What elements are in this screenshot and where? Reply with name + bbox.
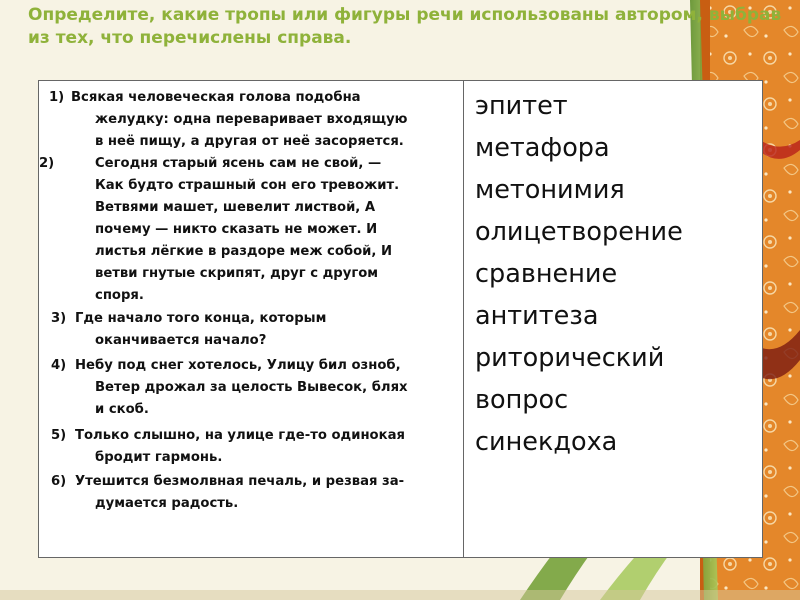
example-number: 3) — [51, 311, 67, 326]
example-number: 2) — [39, 156, 55, 171]
example-line: Где начало того конца, которым — [75, 311, 327, 326]
term-item: сравнение — [475, 259, 618, 289]
example-line: в неё пищу, а другая от неё засоряется. — [95, 134, 404, 149]
exercise-table — [38, 80, 763, 558]
example-line: Ветвями машет, шевелит листвой, А — [95, 200, 376, 215]
example-line: споря. — [95, 288, 144, 303]
example-line: желудку: одна переваривает входящую — [95, 112, 408, 127]
term-item: эпитет — [475, 91, 568, 121]
example-line: Только слышно, на улице где-то одинокая — [75, 428, 405, 443]
term-item: метафора — [475, 133, 610, 163]
example-line: Как будто страшный сон его тревожит. — [95, 178, 400, 193]
example-number: 4) — [51, 358, 67, 373]
example-number: 6) — [51, 474, 67, 489]
term-item: метонимия — [475, 175, 625, 205]
page-title: Определите, какие тропы или фигуры речи использованы автором, выбрав из тех, что перечислены справа. — [28, 5, 782, 48]
term-item: риторический — [475, 343, 665, 373]
term-item: вопрос — [475, 385, 569, 415]
example-number: 5) — [51, 428, 67, 443]
example-line: листья лёгкие в раздоре меж собой, И — [95, 244, 393, 259]
example-line: Сегодня старый ясень сам не свой, — — [95, 156, 382, 171]
column-divider — [463, 81, 464, 557]
term-item: олицетворение — [475, 217, 683, 247]
example-number: 1) — [49, 90, 69, 105]
example-line: Всякая человеческая голова подобна — [71, 90, 361, 105]
example-line: оканчивается начало? — [95, 333, 267, 348]
term-item: синекдоха — [475, 427, 618, 457]
example-line: Небу под снег хотелось, Улицу бил озноб, — [75, 358, 401, 373]
example-line: Утешится безмолвная печаль, и резвая за- — [75, 474, 405, 489]
example-line: Ветер дрожал за целость Вывесок, блях — [95, 380, 408, 395]
example-line: почему — никто сказать не может. И — [95, 222, 378, 237]
example-line: ветви гнутые скрипят, друг с другом — [95, 266, 379, 281]
example-line: думается радость. — [95, 496, 239, 511]
examples-column — [39, 81, 463, 557]
term-item: антитеза — [475, 301, 599, 331]
terms-column — [475, 85, 760, 463]
example-line: и скоб. — [95, 402, 149, 417]
example-line: бродит гармонь. — [95, 450, 223, 465]
